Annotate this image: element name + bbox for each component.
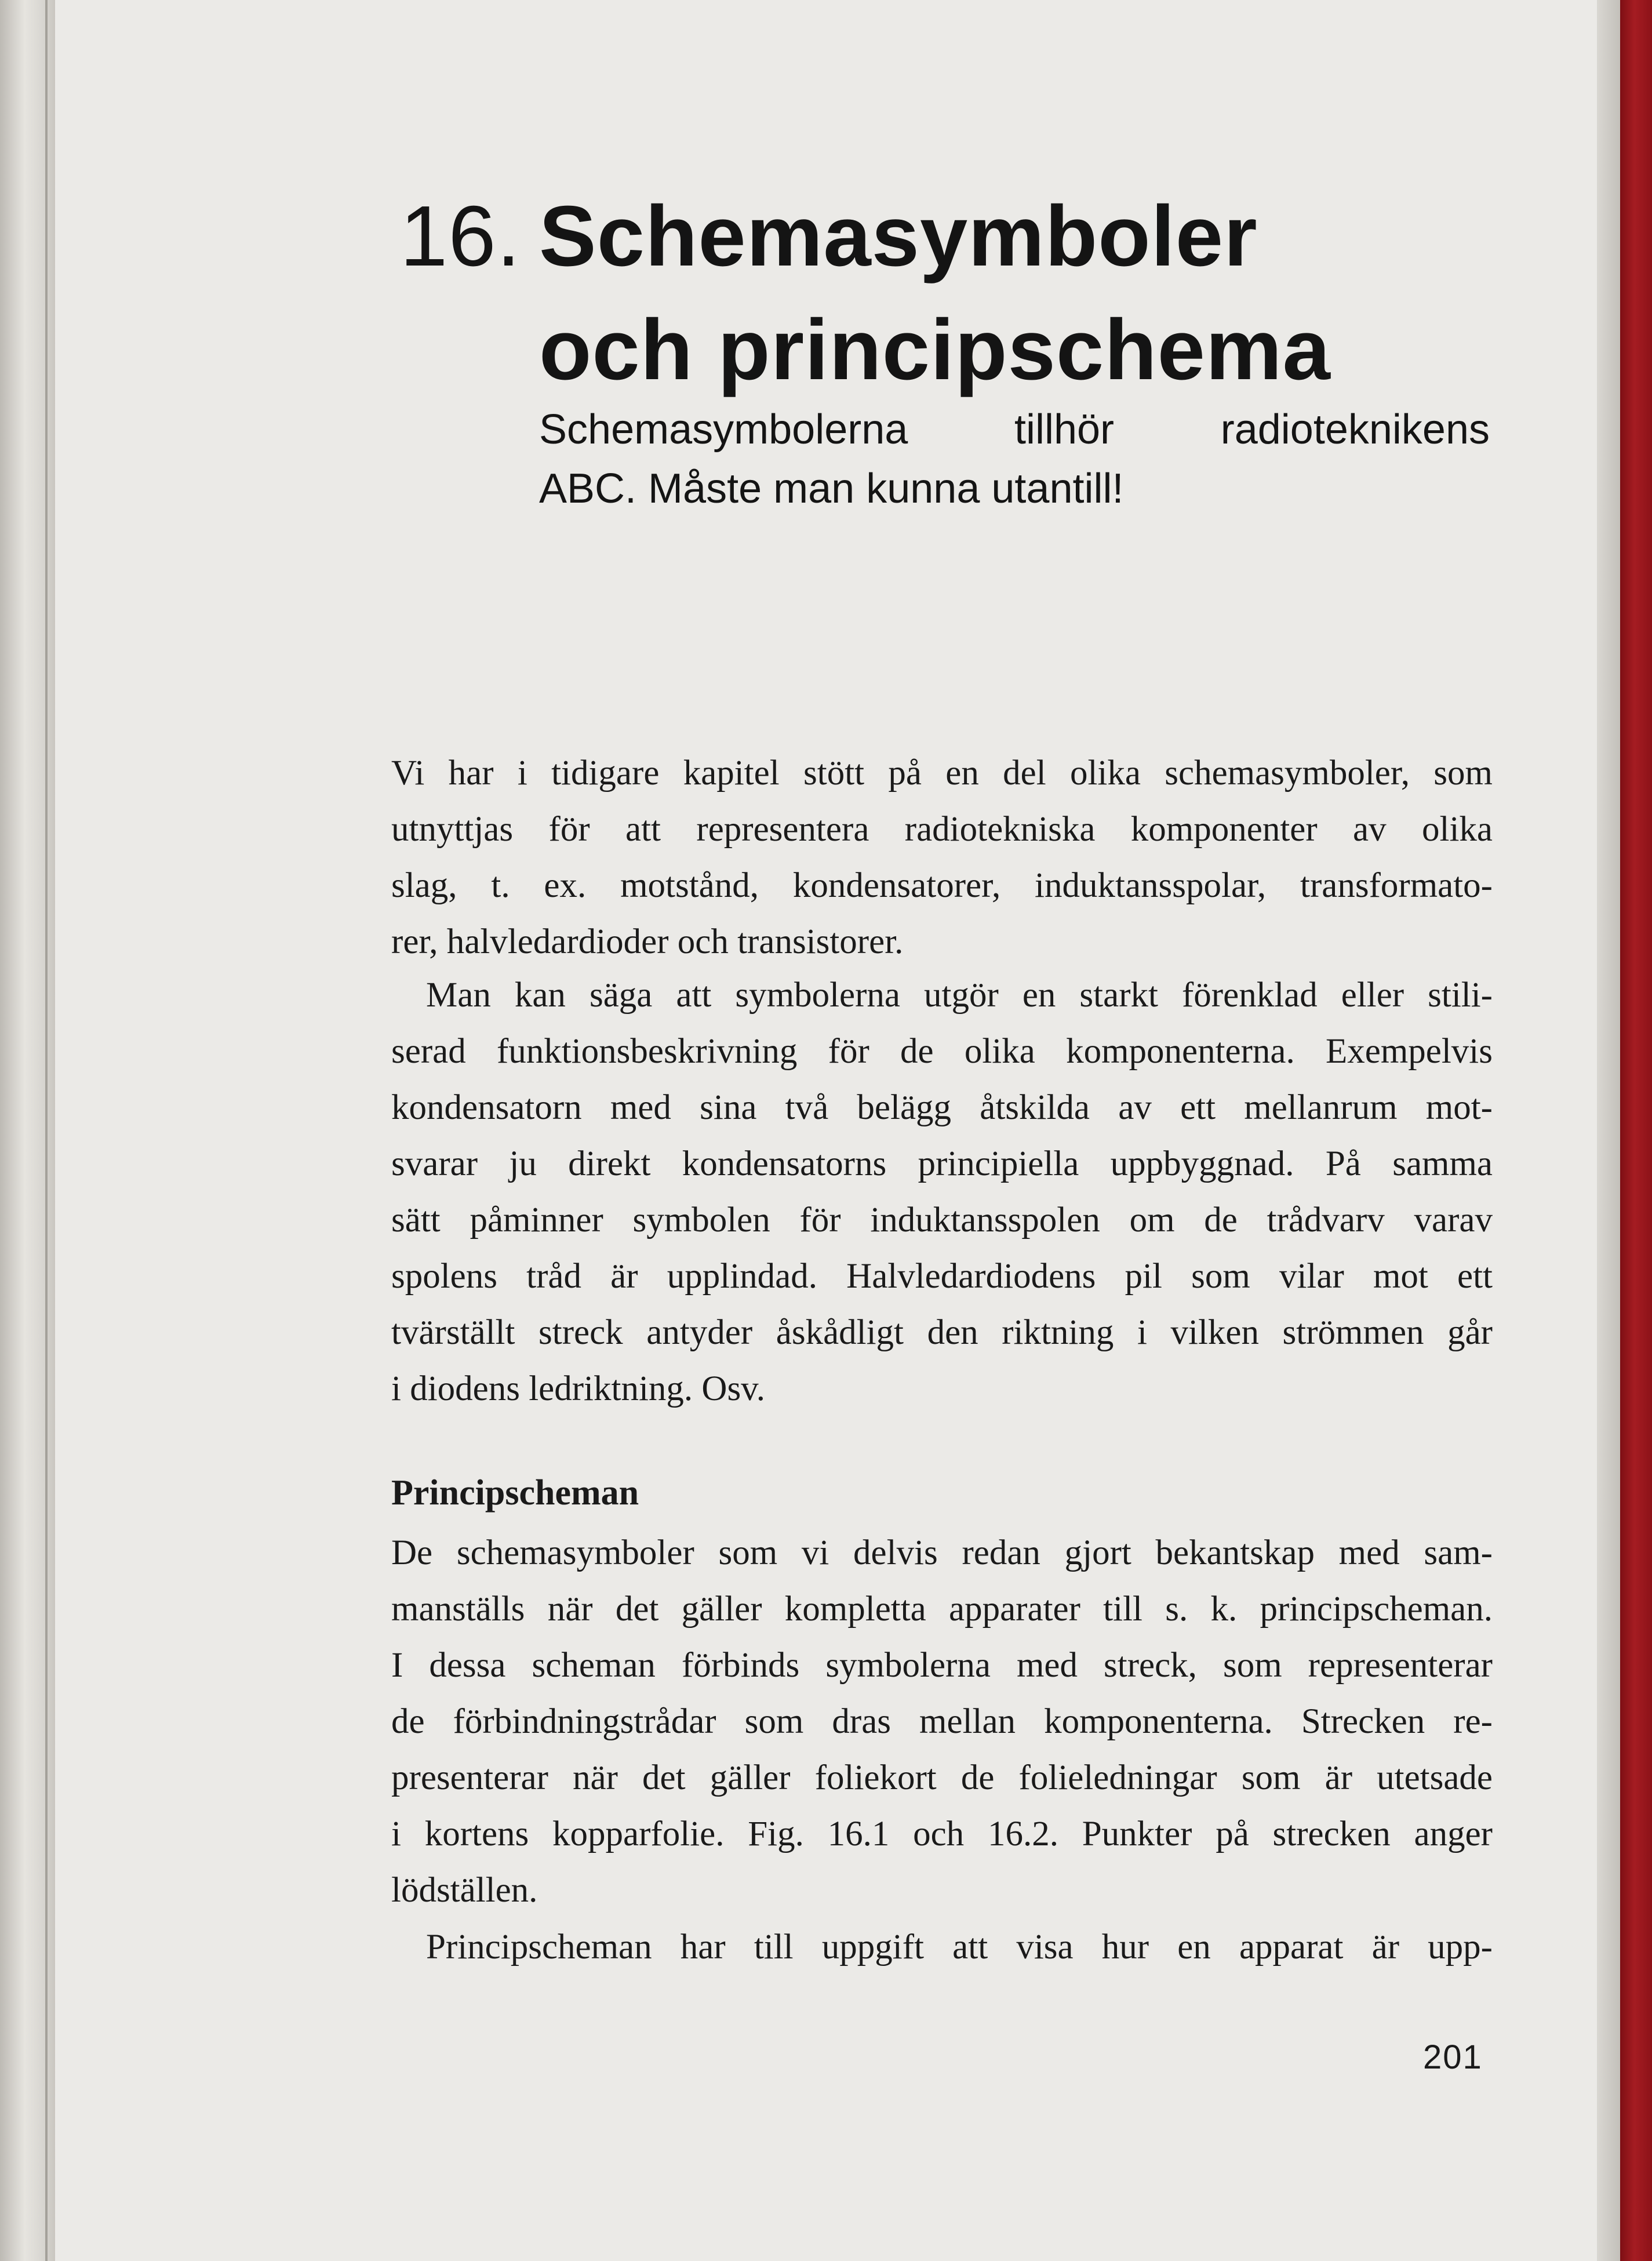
text-line: i kortens kopparfolie. Fig. 16.1 och 16.2. Punkter på strecken anger <box>391 1815 1493 1853</box>
paragraph-intro <box>391 745 1493 970</box>
text-line: slag, t. ex. motstånd, kondensatorer, induktansspolar, transformato- <box>391 866 1493 905</box>
text-line: serad funktionsbeskrivning för de olika komponenterna. Exempelvis <box>391 1032 1493 1071</box>
text-line: presenterar när det gäller foliekort de folieledningar som är utetsade <box>391 1758 1493 1797</box>
text-line: manställs när det gäller kompletta apparater till s. k. principscheman. <box>391 1590 1493 1628</box>
text-line: I dessa scheman förbinds symbolerna med streck, som representerar <box>391 1646 1493 1685</box>
chapter-subtitle <box>539 400 1490 518</box>
chapter-number: 16. <box>400 188 521 284</box>
paragraph-symbols <box>391 967 1493 1417</box>
section-heading: Principscheman <box>391 1473 639 1513</box>
book-cover-edge <box>1620 0 1652 2261</box>
page-number: 201 <box>1423 2038 1483 2076</box>
spine-shadow-line <box>45 0 48 2261</box>
page-stack-edge <box>1597 0 1620 2261</box>
text-line: utnyttjas för att representera radiotekniska komponenter av olika <box>391 810 1493 849</box>
text-line: Vi har i tidigare kapitel stött på en del olika schemasymboler, som <box>391 754 1493 793</box>
text-line: rer, halvledardioder och transistorer. <box>391 922 904 961</box>
chapter-title-line: och principschema <box>539 302 1331 398</box>
subtitle-line: ABC. Måste man kunna utantill! <box>539 466 1124 512</box>
text-line: svarar ju direkt kondensatorns principiella uppbyggnad. På samma <box>391 1144 1493 1183</box>
text-line: sätt påminner symbolen för induktansspolen om de trådvarv varav <box>391 1201 1493 1239</box>
text-line: kondensatorn med sina två belägg åtskilda av ett mellanrum mot- <box>391 1088 1493 1127</box>
text-line: spolens tråd är upplindad. Halvledardiodens pil som vilar mot ett <box>391 1257 1493 1296</box>
text-line: Man kan säga att symbolerna utgör en starkt förenklad eller stili- <box>426 976 1493 1015</box>
paragraph-principscheman <box>391 1525 1493 1918</box>
paragraph-continued <box>391 1919 1493 1975</box>
text-line: tvärställt streck antyder åskådligt den riktning i vilken strömmen går <box>391 1313 1493 1352</box>
text-line: lödställen. <box>391 1871 538 1910</box>
text-line: i diodens ledriktning. Osv. <box>391 1369 765 1408</box>
chapter-title <box>539 180 1501 407</box>
text-line: de förbindningstrådar som dras mellan komponenterna. Strecken re- <box>391 1702 1493 1741</box>
chapter-title-line: Schemasymboler <box>539 188 1258 284</box>
text-line: Principscheman har till uppgift att visa hur en apparat är upp- <box>426 1928 1493 1966</box>
subtitle-line: Schemasymbolerna tillhör radioteknikens <box>539 406 1490 453</box>
text-line: De schemasymboler som vi delvis redan gjort bekantskap med sam- <box>391 1533 1493 1572</box>
